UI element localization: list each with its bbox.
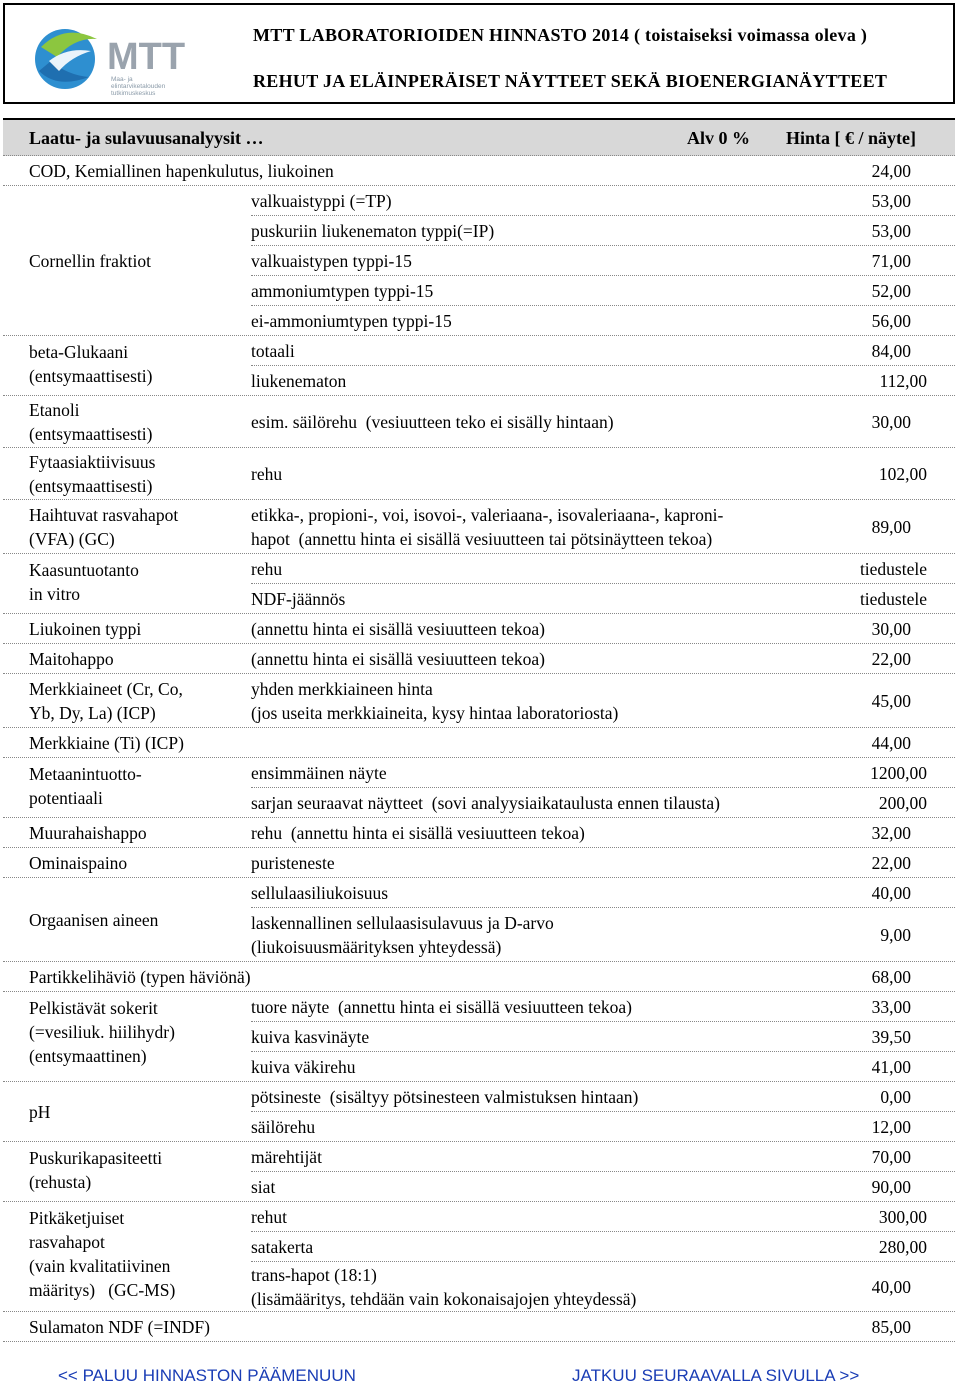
item-description: etikka-, propioni-, voi, isovoi-, valeriaana-, isovaleriaana-, kaproni- hapot (annettu hinta ei sisällä vesiuutteen tai pötsinäytteen tekoa) xyxy=(251,505,724,549)
analysis-name: Maitohappo xyxy=(29,649,114,669)
analysis-name: COD, Kemiallinen hapenkulutus, liukoinen xyxy=(29,161,334,181)
item-price: 9,00 xyxy=(880,925,911,945)
item-price: 300,00 xyxy=(878,1207,927,1227)
analysis-name: Liukoinen typpi xyxy=(29,619,142,639)
item-price: 200,00 xyxy=(878,793,927,813)
item-price: 0,00 xyxy=(880,1087,911,1107)
table-row xyxy=(3,1202,955,1312)
item-price: 280,00 xyxy=(878,1237,927,1257)
table-row xyxy=(3,336,955,396)
item-price: 44,00 xyxy=(871,733,911,753)
section-title: Laatu- ja sulavuusanalyysit … xyxy=(29,128,264,148)
item-price: 22,00 xyxy=(871,649,911,669)
item-price: 56,00 xyxy=(871,311,911,331)
price-item xyxy=(251,396,955,448)
price-header: Hinta [ € / näyte] xyxy=(786,128,916,148)
analysis-name: Puskurikapasiteetti (rehusta) xyxy=(29,1148,163,1192)
price-item xyxy=(251,614,955,644)
item-price: 85,00 xyxy=(871,1317,911,1337)
page-subtitle: REHUT JA ELÄINPERÄISET NÄYTTEET SEKÄ BIOENERGIANÄYTTEET xyxy=(253,71,888,91)
analysis-name: Haihtuvat rasvahapot (VFA) (GC) xyxy=(29,505,179,549)
analysis-name: Kaasuntuotanto in vitro xyxy=(29,560,139,604)
analysis-name: Partikkelihäviö (typen häviönä) xyxy=(29,967,251,987)
item-price: 24,00 xyxy=(871,161,911,181)
item-description: tuore näyte (annettu hinta ei sisällä vesiuutteen tekoa) xyxy=(251,997,632,1017)
analysis-name: Cornellin fraktiot xyxy=(29,251,151,271)
svg-text:MTT: MTT xyxy=(107,36,186,78)
table-row xyxy=(3,1312,955,1342)
price-item xyxy=(251,156,955,186)
item-price: 39,50 xyxy=(871,1027,911,1047)
mtt-logo xyxy=(27,17,207,97)
price-item xyxy=(251,448,955,500)
table-row xyxy=(3,848,955,878)
table-row xyxy=(3,500,955,554)
price-item xyxy=(251,366,955,396)
price-item xyxy=(251,788,955,818)
item-price: 30,00 xyxy=(871,412,911,432)
page-header xyxy=(3,3,955,104)
analysis-name: Pelkistävät sokerit (=vesiliuk. hiilihydr) (entsymaattinen) xyxy=(29,998,175,1066)
item-price: 90,00 xyxy=(871,1177,911,1197)
table-row xyxy=(3,156,955,186)
price-item xyxy=(251,674,955,728)
price-item xyxy=(251,306,955,336)
item-description: valkuaistypen typpi-15 xyxy=(251,251,412,271)
mtt-logo-icon xyxy=(27,17,207,97)
table-row xyxy=(3,1082,955,1142)
table-row xyxy=(3,186,955,336)
analysis-name: Muurahaishappo xyxy=(29,823,147,843)
item-description: rehu (annettu hinta ei sisällä vesiuutteen tekoa) xyxy=(251,823,585,843)
item-price: tiedustele xyxy=(859,589,927,609)
svg-text:tutkimuskeskus: tutkimuskeskus xyxy=(111,90,156,97)
table-row xyxy=(3,728,955,758)
item-description: rehu xyxy=(251,559,283,579)
table-row xyxy=(3,818,955,848)
table-row xyxy=(3,758,955,818)
item-price: 68,00 xyxy=(871,967,911,987)
analysis-name: Merkkiaine (Ti) (ICP) xyxy=(29,733,184,753)
svg-text:Maa- ja: Maa- ja xyxy=(111,76,133,83)
price-item xyxy=(251,554,955,584)
table-row xyxy=(3,1142,955,1202)
item-price: 84,00 xyxy=(871,341,911,361)
price-item xyxy=(251,962,955,992)
item-price: 40,00 xyxy=(871,1277,911,1297)
price-item xyxy=(251,276,955,306)
item-description: ei-ammoniumtypen typpi-15 xyxy=(251,311,452,331)
table-header xyxy=(3,118,955,156)
item-price: 1200,00 xyxy=(870,763,927,783)
price-item xyxy=(251,1052,955,1082)
item-description: liukenematon xyxy=(251,371,347,391)
table-body xyxy=(3,156,955,1342)
item-description: sellulaasiliukoisuus xyxy=(251,883,389,903)
item-price: 53,00 xyxy=(871,191,911,211)
table-row xyxy=(3,962,955,992)
item-description: säilörehu xyxy=(251,1117,316,1137)
item-price: 89,00 xyxy=(871,517,911,537)
price-item xyxy=(251,992,955,1022)
analysis-name: Fytaasiaktiivisuus (entsymaattisesti) xyxy=(29,452,156,496)
price-item xyxy=(251,818,955,848)
item-description: puskuriin liukenematon typpi(=IP) xyxy=(251,221,495,241)
item-price: 71,00 xyxy=(871,251,911,271)
item-description: yhden merkkiaineen hinta (jos useita merkkiaineita, kysy hintaa laboratoriosta) xyxy=(251,679,619,723)
price-item xyxy=(251,1232,955,1262)
item-price: 40,00 xyxy=(871,883,911,903)
table-row xyxy=(3,644,955,674)
item-description: esim. säilörehu (vesiuutteen teko ei sisälly hintaan) xyxy=(251,412,614,432)
item-price: 41,00 xyxy=(871,1057,911,1077)
price-item xyxy=(251,216,955,246)
item-price: 112,00 xyxy=(879,371,927,391)
table-row xyxy=(3,992,955,1082)
price-item xyxy=(251,1202,955,1232)
price-table xyxy=(3,118,955,1342)
item-price: tiedustele xyxy=(859,559,927,579)
price-item xyxy=(251,584,955,614)
analysis-name: Pitkäketjuiset rasvahapot (vain kvalitatiivinen määritys) (GC-MS) xyxy=(29,1208,176,1300)
item-price: 30,00 xyxy=(871,619,911,639)
price-item xyxy=(251,246,955,276)
price-item xyxy=(251,186,955,216)
price-item xyxy=(251,848,955,878)
analysis-name: Orgaanisen aineen xyxy=(29,910,159,930)
price-item xyxy=(251,758,955,788)
item-description: (annettu hinta ei sisällä vesiuutteen tekoa) xyxy=(251,619,545,639)
table-row xyxy=(3,614,955,644)
item-description: kuiva väkirehu xyxy=(251,1057,356,1077)
price-item xyxy=(251,1022,955,1052)
item-description: kuiva kasvinäyte xyxy=(251,1027,370,1047)
item-description: ammoniumtypen typpi-15 xyxy=(251,281,434,301)
item-description: laskennallinen sellulaasisulavuus ja D-arvo (liukoisuusmäärityksen yhteydessä) xyxy=(251,913,554,957)
table-row xyxy=(3,674,955,728)
item-price: 45,00 xyxy=(871,691,911,711)
price-item xyxy=(251,728,955,758)
item-description: pötsineste (sisältyy pötsinesteen valmistuksen hintaan) xyxy=(251,1087,639,1107)
next-page-link[interactable]: JATKUU SEURAAVALLA SIVULLA >> xyxy=(572,1366,860,1385)
price-item xyxy=(251,1142,955,1172)
table-row xyxy=(3,554,955,614)
analysis-name: Metaanintuotto- potentiaali xyxy=(29,764,142,808)
item-price: 32,00 xyxy=(871,823,911,843)
item-description: ensimmäinen näyte xyxy=(251,763,387,783)
analysis-name: Ominaispaino xyxy=(29,853,128,873)
table-row xyxy=(3,396,955,448)
item-description: trans-hapot (18:1) (lisämääritys, tehdään vain kokonaisajojen yhteydessä) xyxy=(251,1265,637,1309)
price-item xyxy=(251,1082,955,1112)
item-description: puristeneste xyxy=(251,853,335,873)
price-item xyxy=(251,908,955,962)
item-description: märehtijät xyxy=(251,1147,322,1167)
item-description: rehut xyxy=(251,1207,287,1227)
analysis-name: pH xyxy=(29,1102,51,1122)
item-price: 53,00 xyxy=(871,221,911,241)
analysis-name: Merkkiaineet (Cr, Co, Yb, Dy, La) (ICP) xyxy=(29,679,183,723)
item-price: 102,00 xyxy=(878,464,927,484)
analysis-name: Sulamaton NDF (=INDF) xyxy=(29,1317,210,1337)
table-row xyxy=(3,878,955,962)
item-description: satakerta xyxy=(251,1237,314,1257)
analysis-name: Etanoli (entsymaattisesti) xyxy=(29,400,153,444)
analysis-name: beta-Glukaani (entsymaattisesti) xyxy=(29,342,153,386)
table-row xyxy=(3,448,955,500)
price-item xyxy=(251,644,955,674)
item-price: 33,00 xyxy=(871,997,911,1017)
item-price: 52,00 xyxy=(871,281,911,301)
price-item xyxy=(251,1172,955,1202)
price-item xyxy=(251,500,955,554)
price-item xyxy=(251,1112,955,1142)
item-description: rehu xyxy=(251,464,283,484)
price-item xyxy=(251,878,955,908)
item-description: siat xyxy=(251,1177,276,1197)
item-description: totaali xyxy=(251,341,295,361)
item-description: sarjan seuraavat näytteet (sovi analyysiaikataulusta ennen tilausta) xyxy=(251,793,720,813)
item-price: 22,00 xyxy=(871,853,911,873)
back-to-menu-link[interactable]: << PALUU HINNASTON PÄÄMENUUN xyxy=(58,1366,356,1385)
item-price: 70,00 xyxy=(871,1147,911,1167)
item-price: 12,00 xyxy=(871,1117,911,1137)
item-description: valkuaistyppi (=TP) xyxy=(251,191,392,211)
item-description: (annettu hinta ei sisällä vesiuutteen tekoa) xyxy=(251,649,545,669)
price-item xyxy=(251,1312,955,1342)
page-title: MTT LABORATORIOIDEN HINNASTO 2014 ( toistaiseksi voimassa oleva ) xyxy=(253,25,868,45)
price-item xyxy=(251,336,955,366)
vat-header: Alv 0 % xyxy=(687,128,750,148)
item-description: NDF-jäännös xyxy=(251,589,346,609)
svg-text:elintarviketalouden: elintarviketalouden xyxy=(111,83,166,90)
price-item xyxy=(251,1262,955,1312)
